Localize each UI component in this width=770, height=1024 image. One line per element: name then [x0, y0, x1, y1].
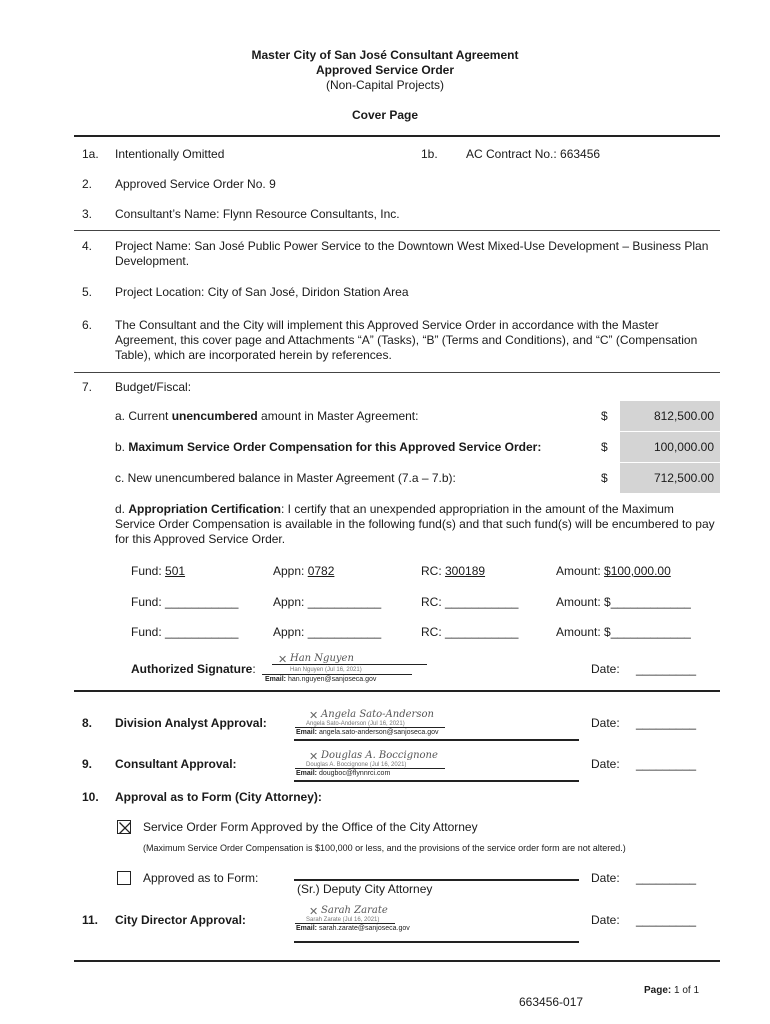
signature-x-icon: ✕: [309, 906, 319, 918]
division-analyst-approval-label: Division Analyst Approval:: [115, 716, 267, 730]
authorized-signature[interactable]: Han Nguyen: [290, 653, 354, 664]
document-subtitle: Approved Service Order: [315, 63, 455, 77]
approval-as-to-form-label: Approval as to Form (City Attorney):: [115, 790, 322, 804]
item-10-number: 10.: [82, 790, 99, 804]
date-label: Date:: [591, 757, 620, 771]
city-director-signature[interactable]: Sarah Zarate: [321, 905, 388, 916]
fund-row-1-appn: Appn: 0782: [273, 564, 335, 578]
signature-x-icon: ✕: [309, 710, 319, 722]
approved-as-to-form-label: Approved as to Form:: [143, 871, 259, 885]
divider: [74, 135, 720, 137]
signer-email: Email: dougboc@flynnrci.com: [296, 770, 391, 777]
signer-email: Email: angela.sato-anderson@sanjoseca.gov: [296, 729, 439, 736]
item-11-number: 11.: [82, 913, 99, 927]
item-1a-number: 1a.: [82, 147, 99, 161]
fund-row-3-rc: RC: ___________: [421, 625, 519, 639]
item-3-number: 3.: [82, 207, 93, 221]
fund-row-1-fund: Fund: 501: [131, 564, 186, 578]
signature-meta: Han Nguyen (Jul 16, 2021): [290, 667, 362, 673]
date-field[interactable]: _________: [636, 757, 697, 771]
budget-a-label: a. Current unencumbered amount in Master Agreement:: [115, 409, 419, 423]
signature-meta: Angela Sato-Anderson (Jul 16, 2021): [306, 721, 405, 727]
city-director-approval-label: City Director Approval:: [115, 913, 246, 927]
budget-a-dollar: $: [601, 409, 608, 423]
budget-b-dollar: $: [601, 440, 608, 454]
fund-row-1-rc: RC: 300189: [421, 564, 486, 578]
divider: [74, 690, 720, 692]
budget-c-label: c. New unencumbered balance in Master Agreement (7.a – 7.b):: [115, 471, 456, 485]
division-analyst-signature[interactable]: Angela Sato-Anderson: [321, 709, 434, 720]
deputy-city-attorney-label: (Sr.) Deputy City Attorney: [297, 882, 433, 896]
signature-line: [262, 674, 412, 675]
signature-line: [294, 739, 579, 741]
item-1a-text: Intentionally Omitted: [115, 147, 225, 161]
signer-email: Email: sarah.zarate@sanjoseca.gov: [296, 925, 410, 932]
date-field[interactable]: _________: [636, 913, 697, 927]
budget-a-amount: 812,500.00: [620, 401, 720, 431]
form-approved-note: (Maximum Service Order Compensation is $100,000 or less, and the provisions of the service order form are not altered.): [143, 843, 626, 853]
document-title: Master City of San José Consultant Agreement: [251, 48, 519, 62]
document-category: (Non-Capital Projects): [325, 78, 445, 92]
attorney-signature-line[interactable]: [294, 879, 579, 881]
budget-b-label: b. Maximum Service Order Compensation for this Approved Service Order:: [115, 440, 542, 454]
cover-page-label: Cover Page: [351, 108, 419, 122]
signature-line: [295, 768, 445, 769]
item-2-number: 2.: [82, 177, 93, 191]
date-field[interactable]: _________: [636, 716, 697, 730]
signature-line: [294, 780, 579, 782]
signature-line: [272, 664, 427, 665]
implementation-clause: The Consultant and the City will implement this Approved Service Order in accordance with the Master Agreement, this cover page and Attachments “A” (Tasks), “B” (Terms and Conditions), and “C” (Compensation Table), which are incorporated herein by references.: [115, 318, 698, 362]
signature-meta: Sarah Zarate (Jul 16, 2021): [306, 917, 380, 923]
fund-row-3-fund: Fund: ___________: [131, 625, 239, 639]
signature-meta: Douglas A. Boccignone (Jul 16, 2021): [306, 762, 407, 768]
appropriation-certification: d. Appropriation Certification: I certify that an unexpended appropriation in the amount of the Maximum Service Order Compensation is available in the following fund(s) and that such fund(s) will be encumbered to pay for this Approved Service Order.: [115, 502, 715, 546]
divider: [74, 372, 720, 373]
ac-contract-number: AC Contract No.: 663456: [466, 147, 601, 161]
budget-fiscal-label: Budget/Fiscal:: [115, 380, 192, 394]
signature-x-icon: ✕: [278, 654, 288, 666]
fund-row-1-amount: Amount: $100,000.00: [556, 564, 671, 578]
date-label: Date:: [591, 662, 620, 676]
approved-as-to-form-checkbox[interactable]: [117, 871, 131, 885]
fund-row-2-amount: Amount: $____________: [556, 595, 691, 609]
item-8-number: 8.: [82, 716, 93, 730]
date-label: Date:: [591, 913, 620, 927]
budget-c-amount: 712,500.00: [620, 463, 720, 493]
item-7-number: 7.: [82, 380, 93, 394]
item-4-number: 4.: [82, 239, 93, 253]
date-label: Date:: [591, 716, 620, 730]
fund-row-2-fund: Fund: ___________: [131, 595, 239, 609]
fund-row-3-appn: Appn: ___________: [273, 625, 382, 639]
budget-c-dollar: $: [601, 471, 608, 485]
page-indicator: Page: 1 of 1: [644, 985, 700, 996]
item-5-number: 5.: [82, 285, 93, 299]
date-field[interactable]: _________: [636, 662, 697, 676]
form-approved-text: Service Order Form Approved by the Office of the City Attorney: [143, 820, 478, 834]
consultant-name: Consultant’s Name: Flynn Resource Consultants, Inc.: [115, 207, 400, 221]
signature-line: [295, 923, 395, 924]
project-name: Project Name: San José Public Power Service to the Downtown West Mixed-Use Development – Business Plan Development.: [115, 239, 709, 268]
document-number: 663456-017: [519, 995, 584, 1009]
date-label: Date:: [591, 871, 620, 885]
service-order-number: Approved Service Order No. 9: [115, 177, 276, 191]
item-1b-number: 1b.: [421, 147, 438, 161]
fund-row-2-appn: Appn: ___________: [273, 595, 382, 609]
form-approved-checkbox[interactable]: [117, 820, 131, 834]
signature-x-icon: ✕: [309, 751, 319, 763]
signature-line: [294, 941, 579, 943]
consultant-approval-label: Consultant Approval:: [115, 757, 237, 771]
authorized-signature-label: Authorized Signature:: [131, 662, 256, 676]
fund-row-3-amount: Amount: $____________: [556, 625, 691, 639]
checkmark-x-icon: [118, 821, 132, 835]
project-location: Project Location: City of San José, Diridon Station Area: [115, 285, 409, 299]
item-9-number: 9.: [82, 757, 93, 771]
divider: [74, 960, 720, 962]
fund-row-2-rc: RC: ___________: [421, 595, 519, 609]
consultant-signature[interactable]: Douglas A. Boccignone: [321, 750, 438, 761]
item-6-number: 6.: [82, 318, 93, 332]
signature-line: [295, 727, 445, 728]
divider: [74, 230, 720, 231]
date-field[interactable]: _________: [636, 871, 697, 885]
signer-email: Email: han.nguyen@sanjoseca.gov: [265, 676, 377, 683]
budget-b-amount: 100,000.00: [620, 432, 720, 462]
